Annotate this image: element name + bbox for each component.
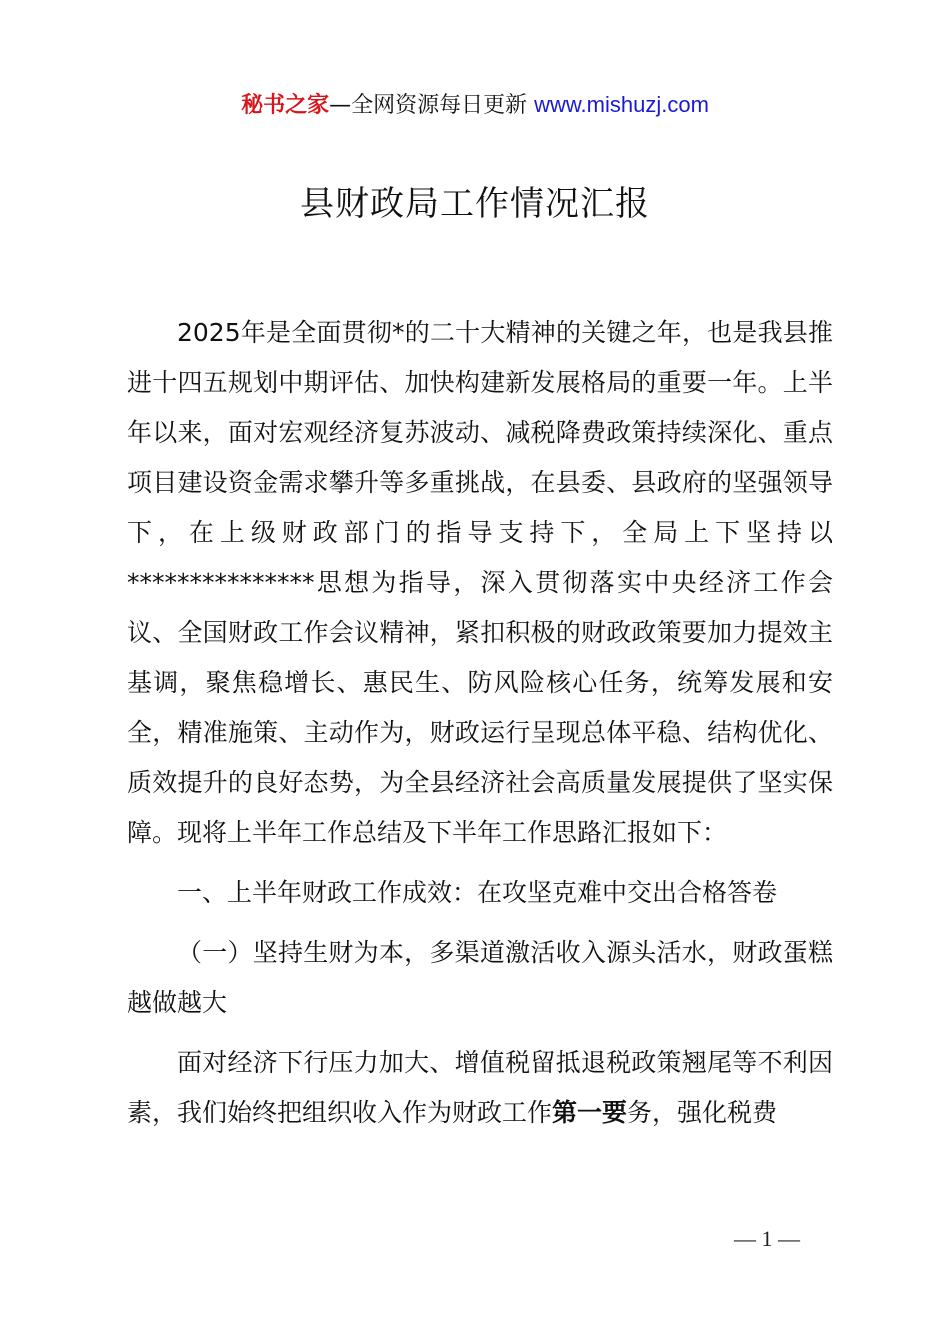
- subsection-heading-1: （一）坚持生财为本，多渠道激活收入源头活水，财政蛋糕越做越大: [127, 938, 833, 1017]
- intro-paragraph: 2025年是全面贯彻*的二十大精神的关键之年，也是我县推进十四五规划中期评估、加快构建新发展格局的重要一年。上半年以来，面对宏观经济复苏波动、减税降费政策持续深化、重点项目建设资金需求攀升等多重挑战，在县委、县政府的坚强领导下，在上级财政部门的指导支持下，全局上下坚持以***************思想为指导，深入贯彻落实中央经济工作会议、全国财政工作会议精神，紧扣积极的财政政策要加力提效主基调，聚焦稳增长、惠民生、防风险核心任务，统筹发展和安全，精准施策、主动作为，财政运行呈现总体平稳、结构优化、质效提升的良好态势，为全县经济社会高质量发展提供了坚实保障。现将上半年工作总结及下半年工作思路汇报如下：: [127, 318, 833, 847]
- page-number: — 1 —: [734, 1226, 800, 1251]
- document-title: 县财政局工作情况汇报: [300, 184, 650, 224]
- site-tagline: —全网资源每日更新: [329, 93, 535, 118]
- body-paragraph-2: [127, 1038, 833, 1138]
- site-brand: 秘书之家: [241, 93, 330, 118]
- document-body: [127, 308, 833, 1138]
- paragraph-2-text-start: 面对经济下行压力加大、增值税留抵退税政策翘尾等不利因素，我们始终把组织收入作为财政工作: [127, 1048, 833, 1127]
- site-url-link[interactable]: www.mishuzj.com: [534, 92, 709, 117]
- paragraph-2-bold-text: 第一要: [552, 1098, 628, 1127]
- site-header: [0, 88, 950, 123]
- paragraph-2-text-end: 务，强化税费: [627, 1098, 778, 1127]
- section-heading-1: 一、上半年财政工作成效：在攻坚克难中交出合格答卷: [177, 878, 778, 907]
